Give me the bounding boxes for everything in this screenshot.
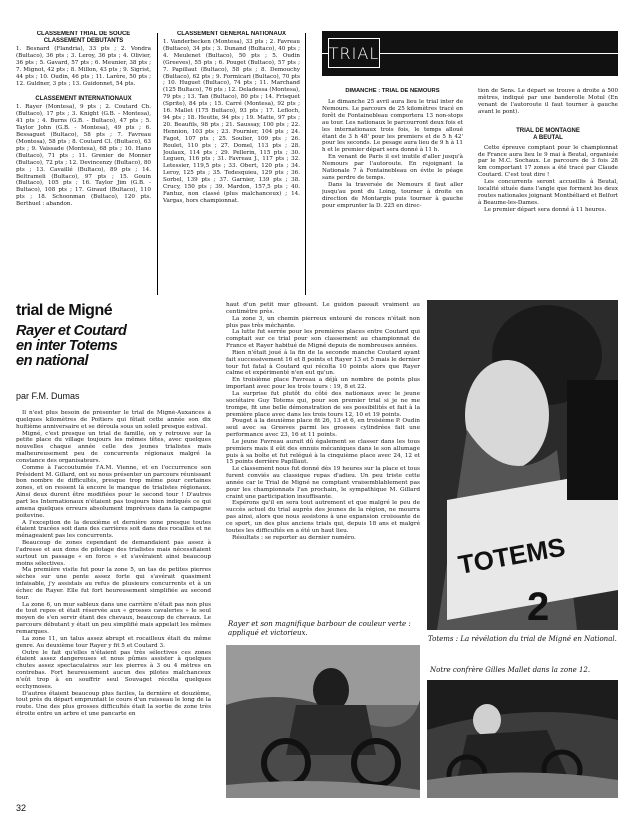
heading-nationaux: CLASSEMENT GENERAL NATIONAUX bbox=[176, 31, 287, 37]
nemours-beutal-col bbox=[478, 88, 618, 296]
caption-mallet: Notre confrère Gilles Mallet dans la zone 12. bbox=[430, 666, 591, 674]
article-kicker: trial de Migné bbox=[16, 302, 113, 319]
heading-internationaux: CLASSEMENT INTERNATIONAUX bbox=[35, 96, 132, 103]
article-c2-p8: Le classement nous fut donné dès 19 heures sur la place et tous furent conviés au classique repas d'adieu. Un peu triste cette année car le Trial de Migné ne comptant vraisemblablement pas pour les championnats l'an prochain, le sympathique M. Gillard craint une participation insuffisante. bbox=[226, 466, 420, 500]
caption-totems: Totems : La révélation du trial de Migné en National. bbox=[428, 635, 617, 643]
top-divider-1 bbox=[157, 33, 158, 295]
col1 bbox=[16, 31, 151, 296]
article-c2-p4: En troisième place Favreau a déjà un nombre de points plus important avec pour les trois tours : 19, 8 et 22. bbox=[226, 377, 420, 391]
page-number: 32 bbox=[16, 803, 27, 813]
photo-mallet-art bbox=[427, 680, 618, 798]
article-c1-p6: La zone 6, un mur sableux dans une carrière n'était pas non plus de tout repos et était réservée aux « grosses cavaleries » le seul moyen de s'en servir étant des chevaux, beaucoup de chevaux. Le parcours débutant y était un peu simplifié mais appelait les mêmes remarques. bbox=[16, 601, 211, 635]
article-c1-p9: D'autres étaient beaucoup plus faciles, la dernière et douzième, tout près du départ empruntait le cours d'un ruisseau le long de la route. Une des plus grosses difficultés était la sortie de zone très étroite entre un arbre et une pancarte en bbox=[16, 690, 211, 718]
beutal-title-2: A BEUTAL bbox=[533, 134, 563, 141]
results-debutants: 1. Besnard (Flandria), 33 pts ; 2. Vondra (Bultaco), 36 pts ; 3. Leroy, 36 pts ; 4. Olivier, 36 pts ; 5. Gavard, 57 pts ; 6. Meunier, 38 pts ; 7. Mignot, 42 pts ; 8. Millon, 43 pts ; 9. Sigrist, 44 pts ; 10. Oudin, 46 pts ; 11. Larère, 50 pts ; 12. Guldner, 3 pts ; 13. Guidonnet, 54 pts. bbox=[16, 46, 151, 87]
beutal-p1: Cette épreuve comptant pour le championnat de France aura lieu le 9 mai à Beutal, organisée par le M.C. Sochaux. Le parcours de 3 fois 28 km comportant 17 zones a été tracé par Claude Coutard. C'est tout dire ! bbox=[478, 144, 618, 179]
article-c2-p3: Rien n'était joué à la fin de la seconde manche Coutard ayant fait successivement 16 et 8 points et Rayer 13 et 5 mais le dernier tour fut fatal à Coutard qui récolta 10 points alors que Rayer calme et expérimenté n'en eut qu'un. bbox=[226, 349, 420, 377]
article-c1-p7: La zone 11, un talus assez abrupt et rocailleux était du même genre. Au deuxième tour Rayer y fit 5 et Coutard 3. bbox=[16, 635, 211, 649]
article-c1-p5: Ma première visite fut pour la zone 5, un tas de petites pierres sèches sur une pente assez forte qui s'avérait quasiment infaisable, j'y assistais au refus de plusieurs concurrents et à un échec de Rayer. Elle fut fort heureusement simplifiée au second tour. bbox=[16, 567, 211, 601]
banner-stripe-2 bbox=[380, 53, 618, 54]
article-col1 bbox=[16, 410, 211, 795]
top-divider-2 bbox=[305, 33, 306, 295]
article-c2-p6: Pouget à la deuxième place fit 26, 13 et 6, en troisième P. Oudin seul avec sa Greeves parmi les grosses cylindrées fait une performance avec 23, 16 et 11 points. bbox=[226, 418, 420, 439]
article-c1-p8: Outre le fait qu'elles n'étaient pas très sélectives ces zones étaient assez dangereuses et nous pûmes assister à quelques chutes assez spectaculaires sur les pierres à 3 ou 4 mètres en contrebas. Fort heureusement aucun des pilotes malchanceux n'eût trop à en souffrir seul Souvaget récolta quelques ecchymoses. bbox=[16, 649, 211, 690]
heading-debutants: CLASSEMENT DEBUTANTS bbox=[43, 38, 124, 44]
nemours-p2: En venant de Paris il est inutile d'aller jusqu'à Nemours par l'autoroute. En rejoignant la Nationale 7 à Fontainebleau on évite le péage sans perdre de temps. bbox=[322, 154, 463, 181]
beutal-p2: Les concurrents seront accueillis à Beutal, localité située dans l'angle que forment les deux routes nationales joignant Montbéliard et Belfort à Beaume-les-Dames. bbox=[478, 179, 618, 206]
col2 bbox=[163, 31, 300, 296]
article-c1-p0: Il n'est plus besoin de présenter le trial de Migné-Auxances à quelques kilomètres de Poitiers qui fêtait cette année son dix huitième anniversaire et se déroula sous un soleil presque estival. bbox=[16, 410, 211, 430]
nemours-p3: Dans la traversée de Nemours il faut aller jusqu'au pont du Loing, tourner à droite en direction de Montargis puis tourner à gauche pour emprunter la D. 225 en direc- bbox=[322, 181, 463, 209]
article-byline: par F.M. Dumas bbox=[16, 391, 80, 401]
results-nationaux: 1. Vanderbecken (Montesa), 33 pts ; 2. Favreau (Bultaco), 34 pts ; 3. Dunand (Bultaco), 40 pts ; 4. Meulenet (Bultaco), 50 pts ; 5. Oudin (Greeves), 55 pts ; 6. Pouget (Bultaco), 57 pts ; 7. Papillaut (Bultaco), 58 pts ; 8. Demouchy (Bultaco), 62 pts ; 9. Formicari (Bultaco), 70 pts ; 10. Huguet (Bultaco), 74 pts ; 11. Marchand (125 Bultaco), 76 pts ; 12. Deladessa (Montesa), 79 pts ; 13. Tan (Bultaco), 80 pts ; 14. Frisquet (Sprite), 84 pts ; 15. Carré (Montesa), 92 pts ; 16. Mallet (175 Bultaco), 93 pts ; 17. Lefloch, 94 pts ; 18. Heutte, 94 pts ; 19. Matte, 97 pts ; 20. Beaufils, 98 pts ; 21. Saussay, 100 pts ; 22. Hennion, 103 pts ; 23. Fournier, 104 pts ; 24. Fagot, 107 pts ; 25. Soulier, 109 pts ; 26. Roulet, 110 pts ; 27. Domel, 113 pts ; 28. Joulaux, 114 pts ; 29. Pellerin, 115 pts ; 30. Leguen, 116 pts ; 31. Favreau J., 117 pts ; 32. Letessier, 119,5 pts ; 33. Obert, 120 pts ; 34. Leroy, 125 pts ; 35. Tedesquieu, 129 pts ; 36. Sorbel, 139 pts ; 37. Garnier, 139 pts ; 38. Crucy, 150 pts ; 39. Mardon, 157,5 pts ; 40. Fantuz, non classé (plus malchanceux) ; 14. Vargas, hors championnat. bbox=[163, 39, 300, 204]
article-c1-p3: A l'exception de la deuxième et dernière zone presque toutes étaient tracées soit dans des carrières soit dans des rocailles et ne ménageaient pas les concurrents. bbox=[16, 519, 211, 540]
photo-bib-text: TOTEMS bbox=[455, 531, 568, 580]
nemours-p4: tion de Sens. Le départ se trouve à droite à 500 mètres, indiqué par une banderolle Motul (En venant de l'autoroute il faut tourner à gauche avant le pont). bbox=[478, 88, 618, 115]
photo-mallet bbox=[427, 680, 618, 798]
trial-banner bbox=[322, 31, 618, 76]
photo-totems bbox=[427, 300, 618, 630]
photo-rayer bbox=[226, 645, 420, 798]
nemours-title: DIMANCHE : TRIAL DE NEMOURS bbox=[345, 88, 440, 94]
caption-rayer: Rayer et son magnifique barbour de couleur verte : appliqué et victorieux. bbox=[228, 620, 411, 637]
article-headline: Rayer et Coutard en inter Totems en national bbox=[16, 323, 127, 369]
beutal-p3: Le premier départ sera donné à 11 heures. bbox=[484, 206, 607, 213]
article-c1-p2: Comme à l'accoutumée l'A.M. Vienne, et en l'occurrence son Président M. Gillard, ont su nous présenter un parcours réunissant bon nombre de difficultés, presque trop même pour certaines zones, et on ressent là encore le manque de trialistes régionaux. Ainsi deux durent être modifiées pour le second tour ! D'autres part les Internationaux n'étaient pas toujours bien indiqués ce qui amena quelques erreurs absolument imprévues dans la campagne poitevine. bbox=[16, 464, 211, 519]
article-c1-p1: Migné, c'est presque un trial de famille, on y retrouve sur la petite place du village toujours les mêmes têtes, avec quelques nouvelles chaque année celle des jeunes trialistes mais malheureusement peu de concurrents régionaux malgré la constance des organisateurs. bbox=[16, 430, 211, 464]
article-c2-p2: La lutte fut serrée pour les premières places entre Coutard qui comptait sur ce trial pour son classement au championnat de France et Rayer habitué de Migné depuis de nombreuses années. bbox=[226, 329, 420, 350]
results-internationaux: 1. Rayer (Montesa), 9 pts ; 2. Coutard Ch. (Bultaco), 17 pts ; 3. Knight (G.B. - Montesa), 41 pts ; 4. Burns (G.B. - Bultaco), 47 pts ; 5. Taylor John (G.B. - Montesa), 49 pts ; 6. Bessaguet (Bultaco), 58 pts ; 7. Favreau (Montesa), 58 pts ; 8. Coutard Cl. (Bultaco), 63 pts ; 9. Vaissade (Montesa), 68 pts ; 10. Hano (Bultaco), 71 pts ; 11. Grenier de Monner (Bultaco), 72 pts ; 12. Devincenzy (Bultaco), 80 pts ; 13. Cavaillé (Bultaco), 89 pts ; 14. Beltrameli (Bultaco), 97 pts ; 15. Gouin (Bultaco), 105 pts ; 16. Taylor Jim (G.B. - Bultaco), 108 pts ; 17. Giraud (Bultaco), 110 pts ; 18. Schoonman (Bultaco), 120 pts. Berthuel : abandon. bbox=[16, 104, 151, 208]
beutal-title-1: TRIAL DE MONTAGNE bbox=[516, 127, 580, 134]
banner-stripe bbox=[322, 53, 328, 54]
photo-rayer-art bbox=[226, 645, 420, 798]
article-c2-p1: La zone 3, un chemin pierreux entouré de ronces n'était non plus pas très méchante. bbox=[226, 315, 420, 329]
article-col2 bbox=[226, 302, 420, 614]
nemours-col bbox=[322, 88, 463, 296]
nemours-p1: Le dimanche 25 avril aura lieu le trial inter de Nemours. Le parcours de 25 kilomètres tracé en forêt de Fontainebleau comportera 13 non-stops au tour. Les nationaux le parcourront deux fois et les internationaux trois fois, le temps alloué étant de 3 h 48' pour les premiers et de 5 h 42' pour les seconds. Le pesage aura lieu de 9 h à 11 h et le premier départ sera donné à 11 h. bbox=[322, 99, 463, 154]
article-c2-p0: haut d'un petit mur glissant. Le guidon passait vraiment au centimètre près. bbox=[226, 302, 420, 315]
article-c2-p7: Le jeune Favreau aurait dû également se classer dans les tous premiers mais il eût des ennuis mécaniques dans le son allumage puis à sa boîte et fut relégué à la cinquième place avec 24, 12 et 15 points derrière Papillaut. bbox=[226, 438, 420, 466]
article-c2-p9: Espérons qu'il en sera tout autrement et que malgré le peu de succès actuel du trial auprès des jeunes de la région, ne mourra pas ainsi, alors que nous assistons à une expansion croissante de ce sport, un des plus anciens trials qui, depuis 18 ans et malgré toutes les difficultés en a été un haut lieu. bbox=[226, 500, 420, 534]
photo-bib-number: 2 bbox=[527, 585, 550, 629]
banner-text: TRIAL bbox=[328, 43, 380, 63]
article-c1-p4: Beaucoup de zones cependant de demandaient pas assez à l'adresse et aux dons de pilotage des trialistes mais nécessitaient surtout un passage « en force » et s'avéraient ainsi beaucoup moins sélectives. bbox=[16, 540, 211, 567]
article-c2-p5: La surprise fut plutôt du côté des nationaux avec le jeune sociétaire Guy Totems qui, pour son premier trial si je ne me trompe, fit une belle démonstration de ses possibilités et fait à la première place avec dans les trois tours 12, 10 et 19 points. bbox=[226, 390, 420, 418]
article-c2-p10: Résultats : se reporter au dernier numéro. bbox=[232, 534, 356, 541]
heading-classement-souce: CLASSEMENT TRIAL DE SOUCE bbox=[36, 31, 131, 37]
banner-box bbox=[328, 38, 380, 68]
photo-totems-art bbox=[427, 300, 618, 630]
